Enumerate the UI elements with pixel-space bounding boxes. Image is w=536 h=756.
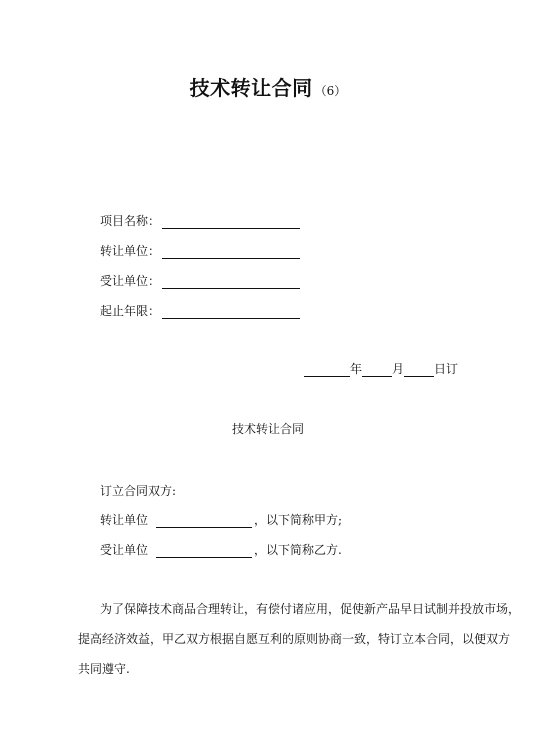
party-label: 受让单位 <box>100 543 149 557</box>
year-blank <box>304 364 350 377</box>
field-term <box>100 302 300 319</box>
body-line-3: 共同遵守. <box>78 662 130 676</box>
year-label: 年 <box>350 362 363 376</box>
fill-in-line <box>162 306 300 319</box>
body-line-2: 提高经济效益，甲乙双方根据自愿互利的原则协商一致，特订立本合同，以便双方 <box>78 632 511 646</box>
parties-intro: 订立合同双方: <box>100 484 177 498</box>
title-main: 技术转让合同 <box>189 76 313 100</box>
field-label: 起止年限： <box>100 304 161 318</box>
document-title <box>0 72 536 101</box>
field-label: 受让单位： <box>100 274 161 288</box>
party-transferor <box>100 511 342 528</box>
party-label: 转让单位 <box>100 513 149 527</box>
month-blank <box>362 364 392 377</box>
party-transferee <box>100 541 342 558</box>
signing-date <box>304 360 458 377</box>
fill-in-line <box>156 515 252 528</box>
party-suffix: ，以下简称甲方; <box>254 513 343 527</box>
field-transferee <box>100 272 300 289</box>
contract-subtitle: 技术转让合同 <box>231 422 304 436</box>
title-number: （6） <box>314 84 347 98</box>
fill-in-line <box>162 276 300 289</box>
party-suffix: ，以下简称乙方. <box>254 543 342 557</box>
fill-in-line <box>162 216 300 229</box>
field-transferor <box>100 242 300 259</box>
month-label: 月 <box>392 362 405 376</box>
day-blank <box>404 364 434 377</box>
fill-in-line <box>156 545 252 558</box>
body-line-1: 为了保障技术商品合理转让，有偿付诸应用，促使新产品早日试制并投放市场， <box>100 602 521 616</box>
field-label: 项目名称： <box>100 214 161 228</box>
field-project-name <box>100 212 300 229</box>
day-label: 日订 <box>434 362 459 376</box>
field-label: 转让单位： <box>100 244 161 258</box>
fill-in-line <box>162 246 300 259</box>
